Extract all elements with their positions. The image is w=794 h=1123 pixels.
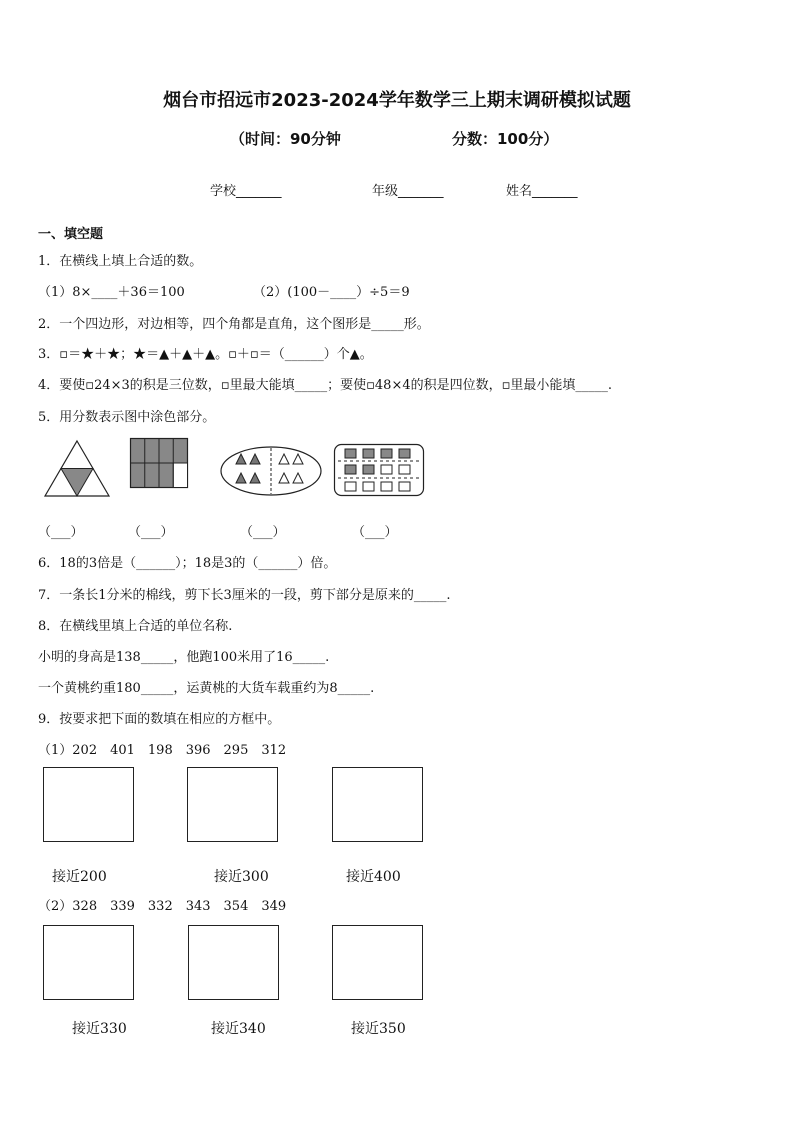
exam-time: （时间：90分钟 (230, 130, 341, 148)
answer-box (332, 925, 423, 1000)
grade-field: 年级_______ (372, 184, 444, 199)
answer-box (188, 925, 279, 1000)
triangle-figure (44, 440, 110, 498)
answer-blank-1: （___） (38, 525, 84, 540)
question-1b: （2）(100－____）÷5＝9 (253, 285, 410, 300)
name-field: 姓名_______ (506, 184, 578, 199)
answer-box (332, 767, 423, 842)
school-field: 学校_______ (210, 184, 282, 199)
box-caption: 接近400 (346, 869, 401, 885)
question-8: 8．在横线里填上合适的单位名称. (38, 619, 233, 634)
question-9: 9．按要求把下面的数填在相应的方框中。 (38, 712, 281, 727)
box-caption: 接近350 (351, 1021, 406, 1037)
grid-figure (130, 438, 188, 488)
question-8b: 一个黄桃约重180_____，运黄桃的大货车载重约为8_____. (38, 681, 375, 696)
answer-box (43, 925, 134, 1000)
answer-blank-2: （___） (128, 525, 174, 540)
question-7: 7．一条长1分米的棉线，剪下长3厘米的一段，剪下部分是原来的_____. (38, 588, 451, 603)
answer-box (43, 767, 134, 842)
answer-blank-3: （___） (240, 525, 286, 540)
section-heading: 一、填空题 (38, 227, 104, 242)
ellipse-figure (220, 446, 322, 496)
answer-box (187, 767, 278, 842)
question-1: 1．在横线上填上合适的数。 (38, 254, 203, 269)
page-title: 烟台市招远市2023-2024学年数学三上期末调研模拟试题 (163, 90, 631, 111)
question-8a: 小明的身高是138_____，他跑100米用了16_____. (38, 650, 330, 665)
squares-figure (334, 444, 424, 496)
box-caption: 接近330 (72, 1021, 127, 1037)
question-5: 5．用分数表示图中涂色部分。 (38, 410, 216, 425)
answer-blank-4: （___） (352, 525, 398, 540)
question-1a: （1）8×____＋36＝100 (38, 285, 185, 300)
question-3: 3．▫＝★＋★；★＝▲＋▲＋▲。▫＋▫＝（______）个▲。 (38, 347, 373, 362)
question-4: 4．要使▫24×3的积是三位数，▫里最大能填_____；要使▫48×4的积是四位数，▫里最小能填_____. (38, 378, 613, 393)
question-6: 6．18的3倍是（______）；18是3的（______）倍。 (38, 556, 337, 571)
box-caption: 接近200 (52, 869, 107, 885)
question-2: 2．一个四边形，对边相等，四个角都是直角，这个图形是_____形。 (38, 317, 430, 332)
question-9-2-numbers: （2）328 339 332 343 354 349 (38, 899, 287, 914)
exam-score: 分数：100分） (452, 130, 559, 148)
box-caption: 接近300 (214, 869, 269, 885)
box-caption: 接近340 (211, 1021, 266, 1037)
question-9-1-numbers: （1）202 401 198 396 295 312 (38, 743, 287, 758)
